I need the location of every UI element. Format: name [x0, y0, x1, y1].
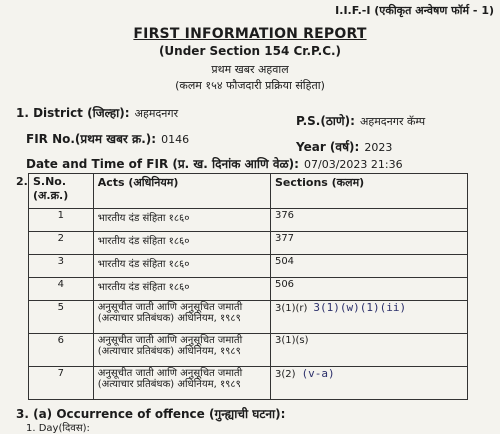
table-row: [29, 301, 468, 334]
year-label: Year (वर्ष):: [296, 140, 360, 154]
ps-label: P.S.(ठाणे):: [296, 114, 355, 128]
table-row: [29, 255, 468, 278]
header-acts: Acts (अधिनियम): [93, 174, 270, 209]
row-sno: 6: [29, 334, 94, 367]
fir-value: 0146: [161, 133, 190, 146]
occurrence-heading: 3. (a) Occurrence of offence (गुन्ह्याची घटना):: [16, 407, 286, 421]
datetime-field: [26, 153, 403, 172]
row-sno: 2: [29, 232, 94, 255]
document-subtitle: (Under Section 154 Cr.P.C.): [158, 44, 342, 58]
row-act: अनुसूचीत जाती आणि अनुसूचित जमाती (अत्याचार प्रतिबंधक) अधिनियम, १९८९: [93, 334, 270, 367]
row-section-text: 376: [274, 210, 295, 221]
row-section: [270, 232, 467, 255]
marathi-title: प्रथम खबर अहवाल: [211, 63, 289, 76]
district-field: [16, 102, 178, 121]
row-sno: 3: [29, 255, 94, 278]
row-section: [270, 255, 467, 278]
form-code: I.I.F.-I (एकीकृत अन्वेषण फॉर्म - 1): [335, 4, 494, 17]
row-sno: 4: [29, 278, 94, 301]
table-row: [29, 209, 468, 232]
occurrence-day-label: 1. Day(दिवस):: [26, 423, 90, 434]
row-section: [270, 209, 467, 232]
fir-number-field: [26, 128, 189, 147]
header-sno: S.No. (अ.क्र.): [29, 174, 94, 209]
marathi-subtitle: (कलम १५४ फौजदारी प्रक्रिया संहिता): [175, 79, 325, 92]
row-section-text: 3(1)(r): [274, 303, 308, 314]
table-row: [29, 334, 468, 367]
table-row: [29, 367, 468, 400]
acts-table: [28, 173, 468, 400]
row-sno: 1: [29, 209, 94, 232]
handwritten-annotation: 3(1)(w)(1)(ii): [313, 301, 407, 314]
ps-value: अहमदनगर कॅम्प: [359, 115, 426, 128]
header-sections: Sections (कलम): [270, 174, 467, 209]
acts-table-header: [29, 174, 468, 209]
handwritten-annotation: (v-a): [301, 367, 335, 380]
district-label: 1. District (जिल्हा):: [16, 106, 130, 120]
document-title-text: FIRST INFORMATION REPORT: [133, 26, 367, 42]
year-value: 2023: [364, 141, 393, 154]
datetime-value: 07/03/2023 21:36: [304, 158, 403, 171]
row-act: अनुसूचीत जाती आणि अनुसूचित जमाती (अत्याचार प्रतिबंधक) अधिनियम, १९८९: [93, 367, 270, 400]
row-act: अनुसूचीत जाती आणि अनुसूचित जमाती (अत्याचार प्रतिबंधक) अधिनियम, १९८९: [93, 301, 270, 334]
row-act: भारतीय दंड संहिता १८६०: [93, 209, 270, 232]
row-section-text: 3(1)(s): [274, 335, 309, 346]
row-sno: 7: [29, 367, 94, 400]
row-section: [270, 278, 467, 301]
fir-label: FIR No.(प्रथम खबर क्र.):: [26, 132, 157, 146]
district-value: अहमदनगर: [134, 107, 179, 120]
row-act: भारतीय दंड संहिता १८६०: [93, 278, 270, 301]
row-section-text: 377: [274, 233, 295, 244]
table-row: [29, 278, 468, 301]
section-number: 2.: [16, 175, 28, 188]
table-row: [29, 232, 468, 255]
row-section-text: 504: [274, 256, 295, 267]
row-section: [270, 301, 467, 334]
row-act: भारतीय दंड संहिता १८६०: [93, 255, 270, 278]
document-title: [0, 26, 500, 42]
police-station-field: [296, 110, 425, 129]
row-sno: 5: [29, 301, 94, 334]
row-section: [270, 367, 467, 400]
datetime-label: Date and Time of FIR (प्र. ख. दिनांक आणि वेळ):: [26, 157, 299, 171]
row-section: [270, 334, 467, 367]
row-section-text: 506: [274, 279, 295, 290]
row-act: भारतीय दंड संहिता १८६०: [93, 232, 270, 255]
row-section-text: 3(2): [274, 369, 296, 380]
